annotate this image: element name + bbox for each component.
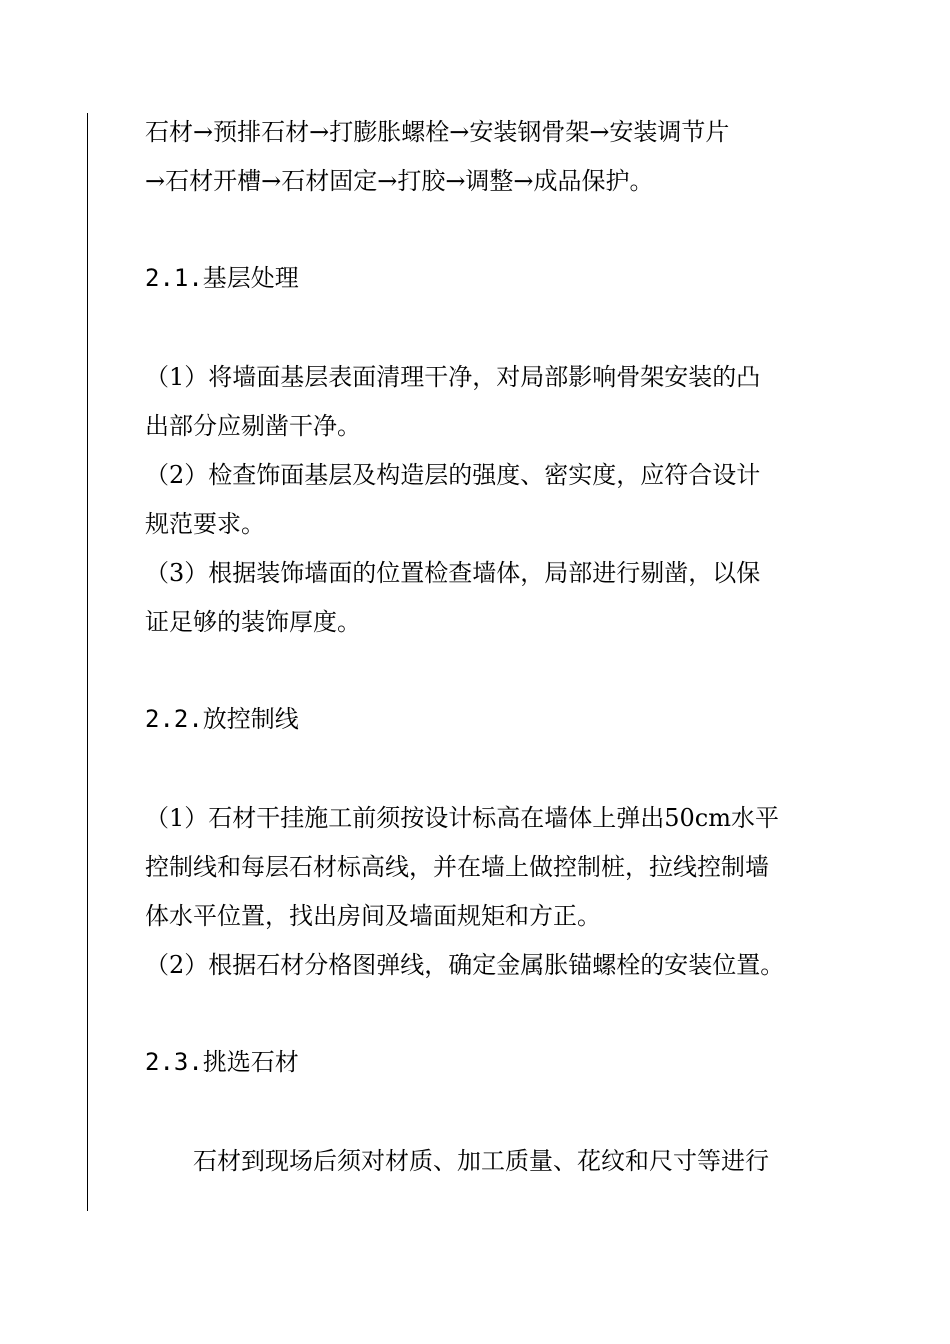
text-line: （3）根据装饰墙面的位置检查墙体，局部进行剔凿，以保 (145, 559, 761, 587)
margin-rule (87, 113, 88, 1211)
document-page (145, 108, 817, 1186)
section-body-2-2 (145, 794, 817, 990)
text-line: （2）检查饰面基层及构造层的强度、密实度，应符合设计 (145, 461, 761, 489)
text-line: 出部分应剔凿干净。 (145, 412, 361, 440)
intro-paragraph (145, 108, 817, 206)
section-body-2-1 (145, 353, 817, 647)
section-heading-2-2: 2.2.放控制线 (145, 705, 299, 733)
text-line: 体水平位置，找出房间及墙面规矩和方正。 (145, 902, 601, 930)
text-line: （1）将墙面基层表面清理干净，对局部影响骨架安装的凸 (145, 363, 761, 391)
text-line: 石材→预排石材→打膨胀螺栓→安装钢骨架→安装调节片 (145, 118, 730, 146)
text-line: →石材开槽→石材固定→打胶→调整→成品保护。 (145, 167, 654, 195)
text-line: 石材到现场后须对材质、加工质量、花纹和尺寸等进行 (193, 1147, 769, 1175)
section-body-2-3 (145, 1137, 817, 1186)
section-heading-2-1: 2.1.基层处理 (145, 264, 299, 292)
text-line: 证足够的装饰厚度。 (145, 608, 361, 636)
text-line: 规范要求。 (145, 510, 265, 538)
text-line: （2）根据石材分格图弹线，确定金属胀锚螺栓的安装位置。 (145, 951, 785, 979)
text-line: 控制线和每层石材标高线，并在墙上做控制桩，拉线控制墙 (145, 853, 769, 881)
section-heading-2-3: 2.3.挑选石材 (145, 1048, 299, 1076)
text-line: （1）石材干挂施工前须按设计标高在墙体上弹出50cm水平 (145, 804, 780, 832)
